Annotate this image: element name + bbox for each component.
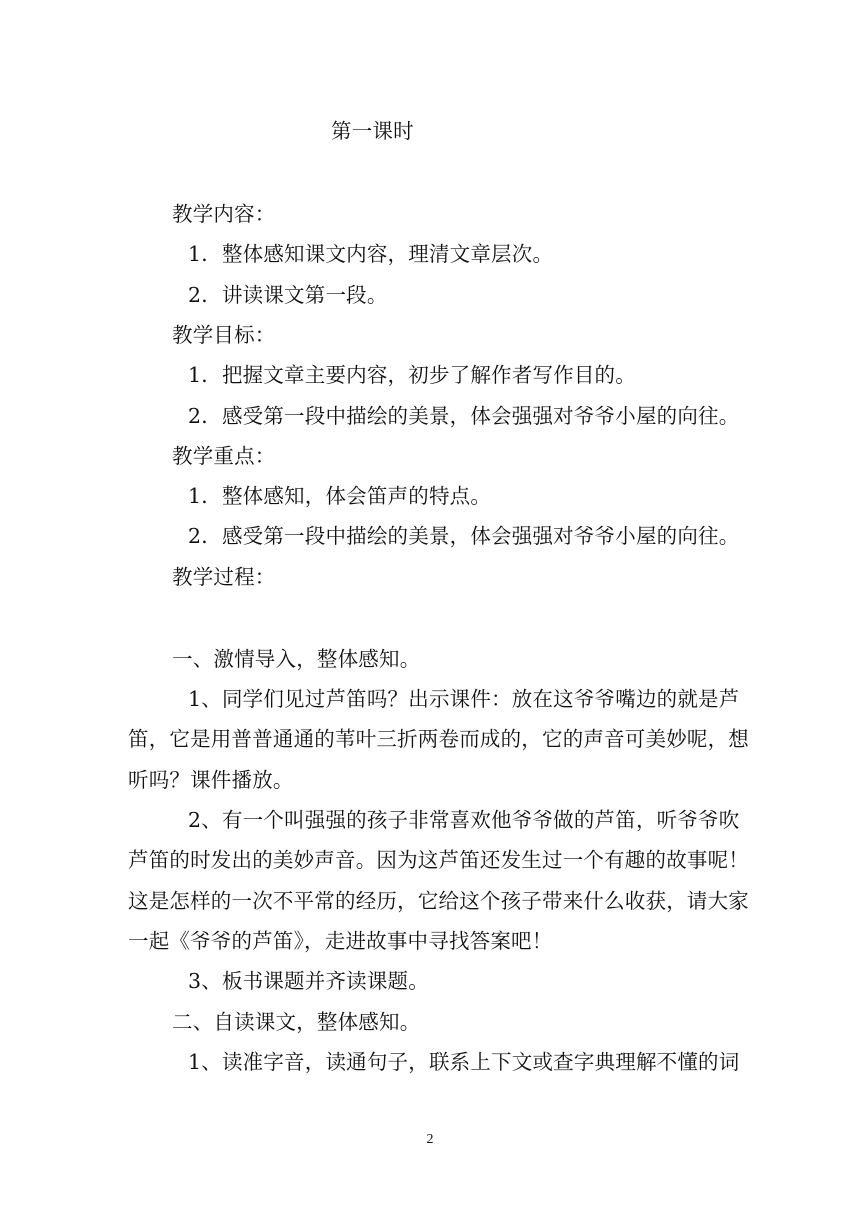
paragraph-line: 芦笛的时发出的美妙声音。因为这芦笛还发生过一个有趣的故事呢！ [128, 848, 749, 872]
paragraph-line: 1、读准字音，读通句子，联系上下文或查字典理解不懂的词 [188, 1050, 740, 1074]
process-heading: 教学过程： [172, 565, 276, 589]
goal-item: 2．感受第一段中描绘的美景，体会强强对爷爷小屋的向往。 [188, 404, 740, 428]
key-points-heading: 教学重点： [172, 444, 276, 468]
content-item: 2．讲读课文第一段。 [188, 283, 388, 307]
paragraph-line: 这是怎样的一次不平常的经历，它给这个孩子带来什么收获，请大家 [128, 889, 749, 913]
paragraph-line: 笛，它是用普普通通的苇叶三折两卷而成的，它的声音可美妙呢，想 [128, 727, 749, 751]
paragraph-line: 3、板书课题并齐读课题。 [188, 969, 429, 993]
key-point-item: 1．整体感知，体会笛声的特点。 [188, 484, 492, 508]
content-heading: 教学内容： [172, 202, 276, 226]
page-number: 2 [426, 1132, 434, 1147]
paragraph-line: 一起《爷爷的芦笛》，走进故事中寻找答案吧！ [128, 929, 553, 953]
paragraph-line: 1、同学们见过芦笛吗？出示课件：放在这爷爷嘴边的就是芦 [188, 687, 740, 711]
content-item: 1．整体感知课文内容，理清文章层次。 [188, 242, 554, 266]
section-heading: 二、自读课文，整体感知。 [172, 1010, 421, 1034]
paragraph-line: 2、有一个叫强强的孩子非常喜欢他爷爷做的芦笛，听爷爷吹 [188, 808, 740, 832]
goals-heading: 教学目标： [172, 323, 276, 347]
key-point-item: 2．感受第一段中描绘的美景，体会强强对爷爷小屋的向往。 [188, 524, 740, 548]
paragraph-line: 听吗？课件播放。 [128, 768, 294, 792]
goal-item: 1．把握文章主要内容，初步了解作者写作目的。 [188, 363, 636, 387]
lesson-title: 第一课时 [331, 119, 414, 143]
section-heading: 一、激情导入，整体感知。 [172, 647, 421, 671]
